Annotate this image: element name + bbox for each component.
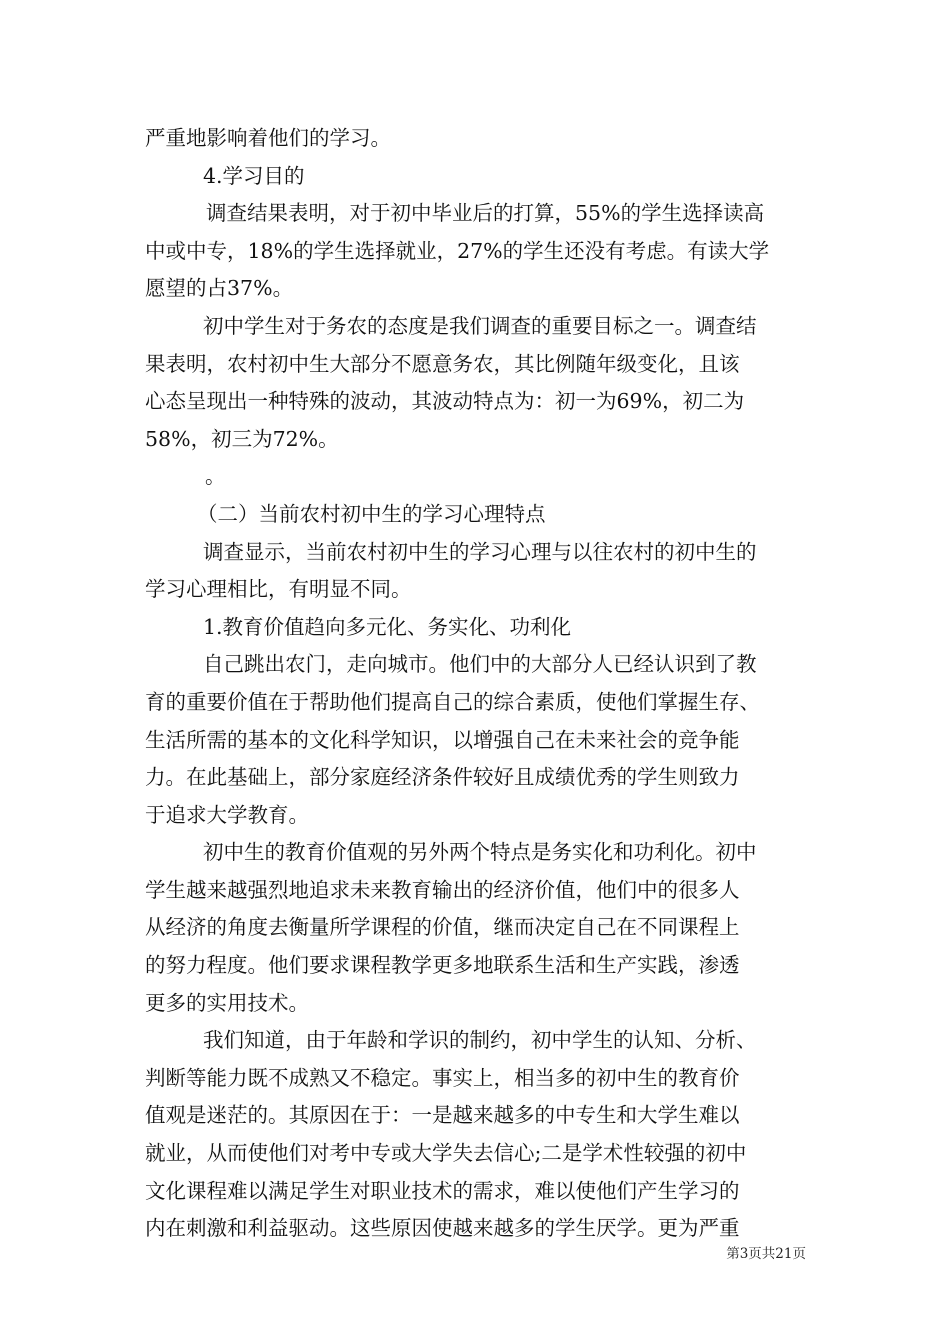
text-line: 于追求大学教育。 xyxy=(145,802,309,827)
text-line: 愿望的占37%。 xyxy=(145,276,294,301)
section-heading: 4.学习目的 xyxy=(203,163,305,188)
text-line: 心态呈现出一种特殊的波动，其波动特点为：初一为69%，初二为 xyxy=(145,389,745,414)
text-line: 更多的实用技术。 xyxy=(145,990,309,1015)
text-line: 生活所需的基本的文化科学知识，以增强自己在未来社会的竞争能 xyxy=(145,727,740,752)
text-line: 中或中专，18%的学生选择就业，27%的学生还没有考虑。有读大学 xyxy=(145,238,770,263)
text-line: 从经济的角度去衡量所学课程的价值，继而决定自己在不同课程上 xyxy=(145,915,740,940)
text-line: 内在刺激和利益驱动。这些原因使越来越多的学生厌学。更为严重 xyxy=(145,1216,740,1241)
text-line: 就业，从而使他们对考中专或大学失去信心;二是学术性较强的初中 xyxy=(145,1141,747,1166)
text-line: 。 xyxy=(205,464,226,489)
text-line: 学习心理相比，有明显不同。 xyxy=(145,577,412,602)
text-line: 果表明，农村初中生大部分不愿意务农，其比例随年级变化，且该 xyxy=(145,351,740,376)
section-heading: 1.教育价值趋向多元化、务实化、功利化 xyxy=(203,614,572,639)
text-line: 自己跳出农门，走向城市。他们中的大部分人已经认识到了教 xyxy=(203,652,757,677)
text-line: 判断等能力既不成熟又不稳定。事实上，相当多的初中生的教育价 xyxy=(145,1065,740,1090)
text-line: 值观是迷茫的。其原因在于：一是越来越多的中专生和大学生难以 xyxy=(145,1103,740,1128)
text-line: 严重地影响着他们的学习。 xyxy=(145,126,391,150)
text-line: 文化课程难以满足学生对职业技术的需求，难以使他们产生学习的 xyxy=(145,1178,740,1203)
text-line: 初中生的教育价值观的另外两个特点是务实化和功利化。初中 xyxy=(203,840,757,865)
section-heading: （二）当前农村初中生的学习心理特点 xyxy=(197,501,546,526)
text-line: 学生越来越强烈地追求未来教育输出的经济价值，他们中的很多人 xyxy=(145,877,740,902)
text-line: 调查显示，当前农村初中生的学习心理与以往农村的初中生的 xyxy=(203,539,757,564)
body-text xyxy=(145,120,807,1248)
page-number: 第3页共21页 xyxy=(726,1246,806,1262)
text-line: 调查结果表明，对于初中毕业后的打算，55%的学生选择读高 xyxy=(206,201,765,226)
text-line: 我们知道，由于年龄和学识的制约，初中学生的认知、分析、 xyxy=(203,1028,757,1053)
text-line: 力。在此基础上，部分家庭经济条件较好且成绩优秀的学生则致力 xyxy=(145,765,740,790)
text-line: 初中学生对于务农的态度是我们调查的重要目标之一。调查结 xyxy=(203,313,757,338)
text-line: 58%，初三为72%。 xyxy=(145,426,339,451)
text-line: 的努力程度。他们要求课程教学更多地联系生活和生产实践，渗透 xyxy=(145,953,740,978)
text-line: 育的重要价值在于帮助他们提高自己的综合素质，使他们掌握生存、 xyxy=(145,689,760,714)
